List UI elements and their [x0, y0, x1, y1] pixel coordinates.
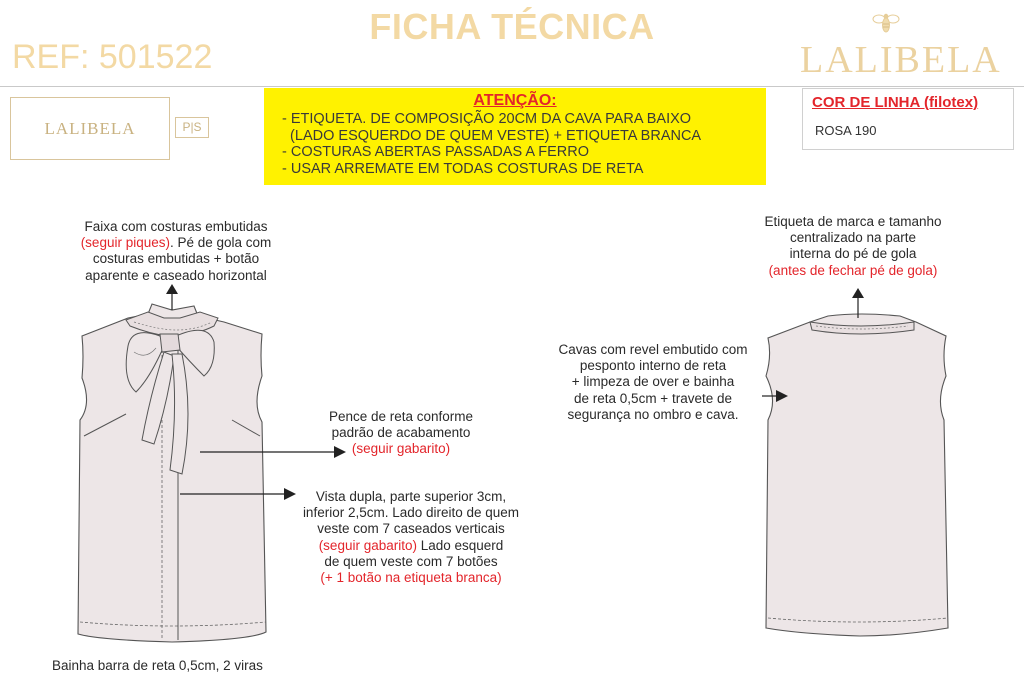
note-line: Pence de reta conforme	[328, 409, 474, 424]
note-text: . Pé de gola com	[169, 235, 272, 251]
note-line: interna do pé de gola	[789, 246, 917, 262]
note-text: Lado esquerd	[416, 537, 504, 553]
front-garment-drawing	[78, 304, 266, 642]
note-line: veste com 7 caseados verticais	[317, 521, 505, 537]
page-title: FICHA TÉCNICA	[369, 6, 655, 47]
note-highlight: (+ 1 botão na etiqueta branca)	[320, 570, 502, 586]
note-back-label	[742, 214, 964, 279]
note-armhole	[540, 342, 766, 423]
note-line: de reta 0,5cm + travete de	[574, 390, 732, 406]
size-tag: P|S	[175, 117, 209, 138]
note-line: pesponto interno de reta	[579, 358, 727, 374]
note-line: costuras embutidas + botão	[92, 251, 260, 267]
note-placket	[282, 489, 540, 586]
note-line: Etiqueta de marca e tamanho	[764, 214, 942, 229]
note-line: Vista dupla, parte superior 3cm,	[315, 489, 507, 504]
note-line: inferior 2,5cm. Lado direito de quem	[302, 505, 520, 521]
note-highlight: (seguir gabarito)	[351, 441, 451, 457]
back-garment-body	[766, 314, 948, 636]
reference-code: REF: 501522	[12, 38, 213, 76]
note-line: + limpeza de over e bainha	[571, 374, 735, 390]
attention-item: - ETIQUETA. DE COMPOSIÇÃO 20CM DA CAVA PARA BAIXO	[282, 111, 692, 127]
attention-item: - USAR ARREMATE EM TODAS COSTURAS DE RETA	[282, 160, 644, 177]
bow-knot	[160, 334, 180, 352]
note-collar	[60, 219, 292, 284]
back-garment-drawing	[766, 314, 948, 636]
note-line: aparente e caseado horizontal	[85, 267, 267, 283]
note-line: Cavas com revel embutido com	[558, 342, 748, 357]
note-highlight: (antes de fechar pé de gola)	[768, 262, 938, 278]
note-dart	[312, 409, 490, 458]
thread-color-value: ROSA 190	[815, 123, 877, 138]
arrow-up-icon	[166, 284, 178, 294]
thread-color-title: COR DE LINHA (filotex)	[812, 94, 979, 111]
arrow-up-icon	[852, 288, 864, 298]
note-highlight: (seguir gabarito)	[318, 537, 417, 553]
note-line	[60, 235, 292, 251]
brand-logo-text: LALIBELA	[800, 39, 1002, 81]
note-line: segurança no ombro e cava.	[567, 406, 739, 422]
note-highlight: (seguir piques)	[80, 235, 170, 251]
note-line: padrão de acabamento	[331, 425, 471, 441]
note-line: de quem veste com 7 botões	[324, 553, 498, 569]
note-line: Faixa com costuras embutidas	[84, 219, 268, 234]
label-brand-text: LALIBELA	[44, 119, 136, 138]
note-hem: Bainha barra de reta 0,5cm, 2 viras	[52, 658, 263, 673]
note-line	[282, 538, 540, 554]
attention-item: - COSTURAS ABERTAS PASSADAS A FERRO	[282, 144, 589, 160]
attention-item: (LADO ESQUERDO DE QUEM VESTE) + ETIQUETA BRANCA	[282, 127, 702, 144]
note-line: centralizado na parte	[789, 230, 917, 246]
attention-title: ATENÇÃO:	[473, 92, 557, 109]
